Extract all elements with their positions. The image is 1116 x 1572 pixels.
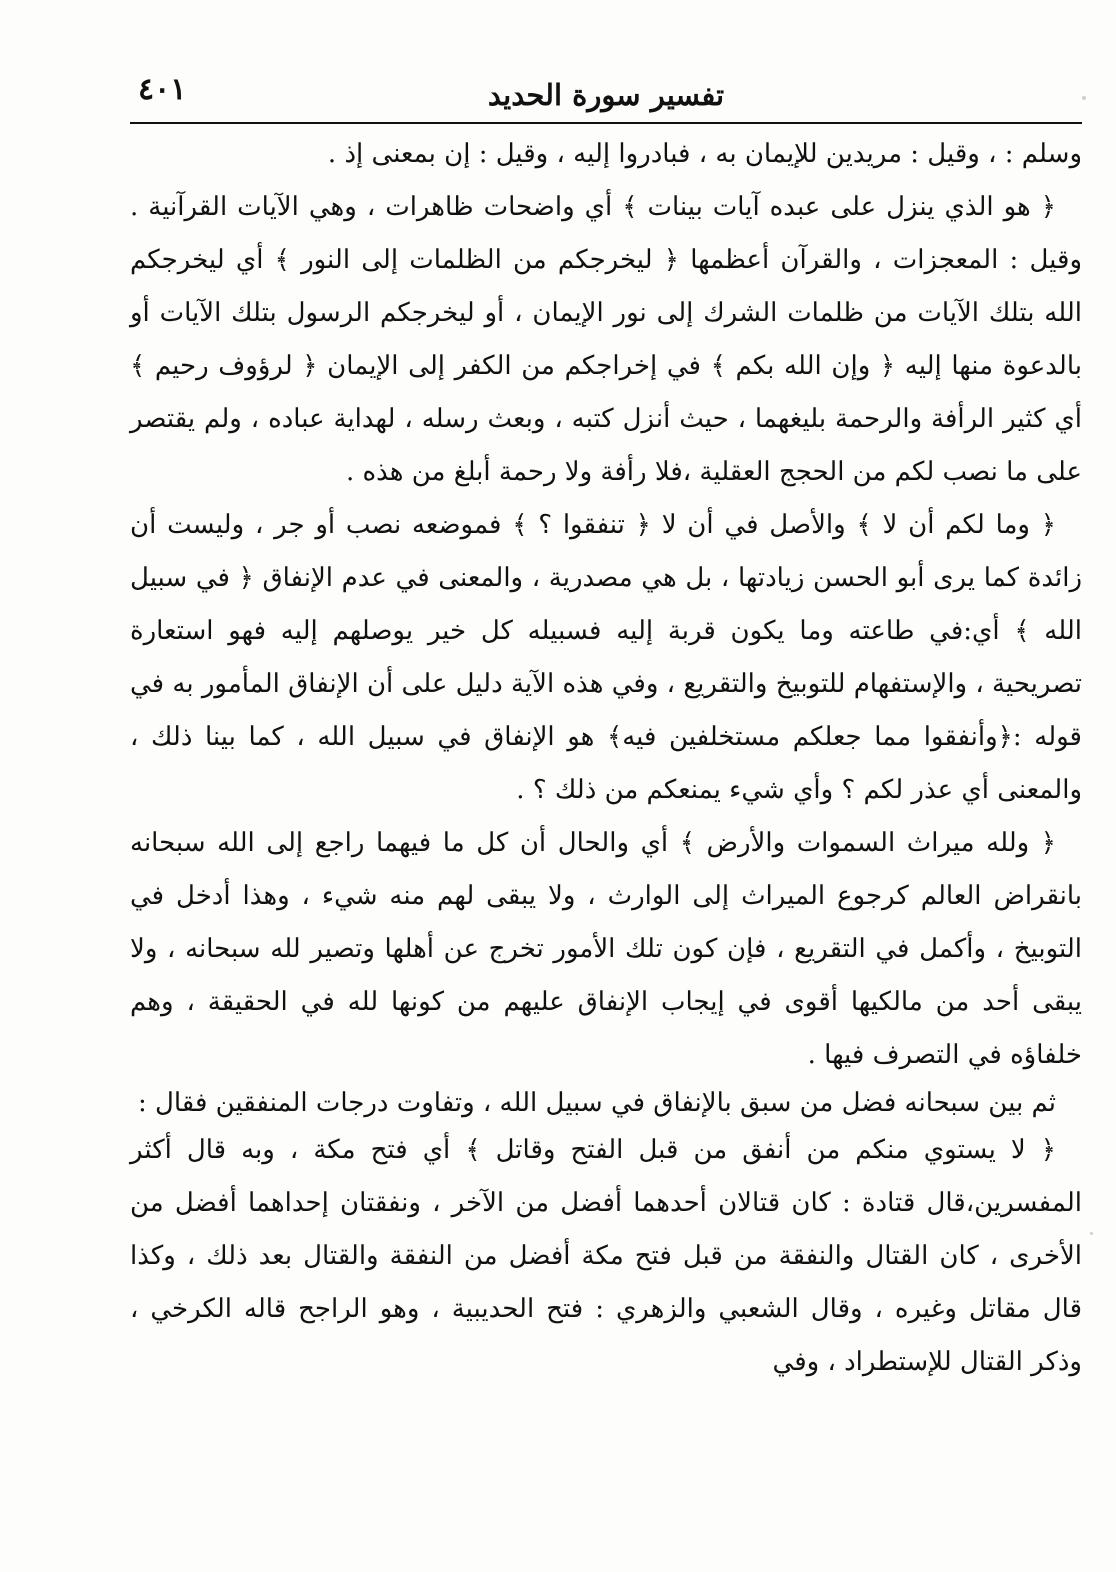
paragraph-verse-signs: ﴿ هو الذي ينزل على عبده آيات بينات ﴾ أي واضحات ظاهرات ، وهي الآيات القرآنية . وقيل : المعجزات ، والقرآن أعظمها ﴿ ليخرجكم من الظلمات إلى النور ﴾ أي ليخرجكم الله بتلك الآيات من ظلمات الشرك إلى نور الإيمان ، أو ليخرجكم الرسول بتلك الآيات أو بالدعوة منها إليه ﴿ وإن الله بكم ﴾ في إخراجكم من الكفر إلى الإيمان ﴿ لرؤوف رحيم ﴾ أي كثير الرأفة والرحمة بليغهما ، حيث أنزل كتبه ، وبعث رسله ، لهداية عباده ، ولم يقتصر على ما نصب لكم من الحجج العقلية ،فلا رأفة ولا رحمة أبلغ من هذه .	[130, 192, 1083, 487]
page-number: ٤٠١	[138, 72, 187, 107]
paragraph-transition: ثم بين سبحانه فضل من سبق بالإنفاق في سبيل الله ، وتفاوت درجات المنفقين فقال :	[137, 1088, 1056, 1118]
running-header-title: تفسير سورة الحديد	[487, 78, 725, 112]
running-header	[130, 66, 1082, 124]
paragraph-verse-conquest: ﴿ لا يستوي منكم من أنفق من قبل الفتح وقاتل ﴾ أي فتح مكة ، وبه قال أكثر المفسرين،قال قتادة : كان قتالان أحدهما أفضل من الآخر ، ونفقتان إحداهما أفضل من الأخرى ، كان القتال والنفقة من قبل فتح مكة أفضل من النفقة والقتال بعد ذلك ، وكذا قال مقاتل وغيره ، وقال الشعبي والزهري : فتح الحديبية ، وهو الراجح قاله الكرخي ، وذكر القتال للإستطراد ، وفي	[130, 1135, 1082, 1377]
page-body	[130, 128, 1082, 1389]
paragraph-verse-inheritance: ﴿ ولله ميراث السموات والأرض ﴾ أي والحال أن كل ما فيهما راجع إلى الله سبحانه بانقراض العالم كرجوع الميراث إلى الوارث ، ولا يبقى لهم منه شيء ، وهذا أدخل في التوبيخ ، وأكمل في التقريع ، فإن كون تلك الأمور تخرج عن أهلها وتصير لله سبحانه ، ولا يبقى أحد من مالكيها أقوى في إيجاب الإنفاق عليهم من كونها لله في الحقيقة ، وهم خلفاؤه في التصرف فيها .	[130, 828, 1082, 1070]
scan-speck	[1090, 1232, 1093, 1235]
paragraph-continuation: وسلم : ، وقيل : مريدين للإيمان به ، فبادروا إليه ، وقيل : إن بمعنى إذ .	[327, 139, 1082, 169]
paragraph-verse-spending: ﴿ وما لكم أن لا ﴾ والأصل في أن لا ﴿ تنفقوا ؟ ﴾ فموضعه نصب أو جر ، وليست أن زائدة كما يرى أبو الحسن زيادتها ، بل هي مصدرية ، والمعنى في عدم الإنفاق ﴿ في سبيل الله ﴾ أي:في طاعته وما يكون قربة إليه فسبيله كل خير يوصلهم إليه فهو استعارة تصريحية ، والإستفهام للتوبيخ والتقريع ، وفي هذه الآية دليل على أن الإنفاق المأمور به في قوله :﴿وأنفقوا مما جعلكم مستخلفين فيه﴾ هو الإنفاق في سبيل الله ، كما بينا ذلك ، والمعنى أي عذر لكم ؟ وأي شيء يمنعكم من ذلك ؟ .	[130, 510, 1082, 805]
scan-speck	[1082, 96, 1086, 100]
